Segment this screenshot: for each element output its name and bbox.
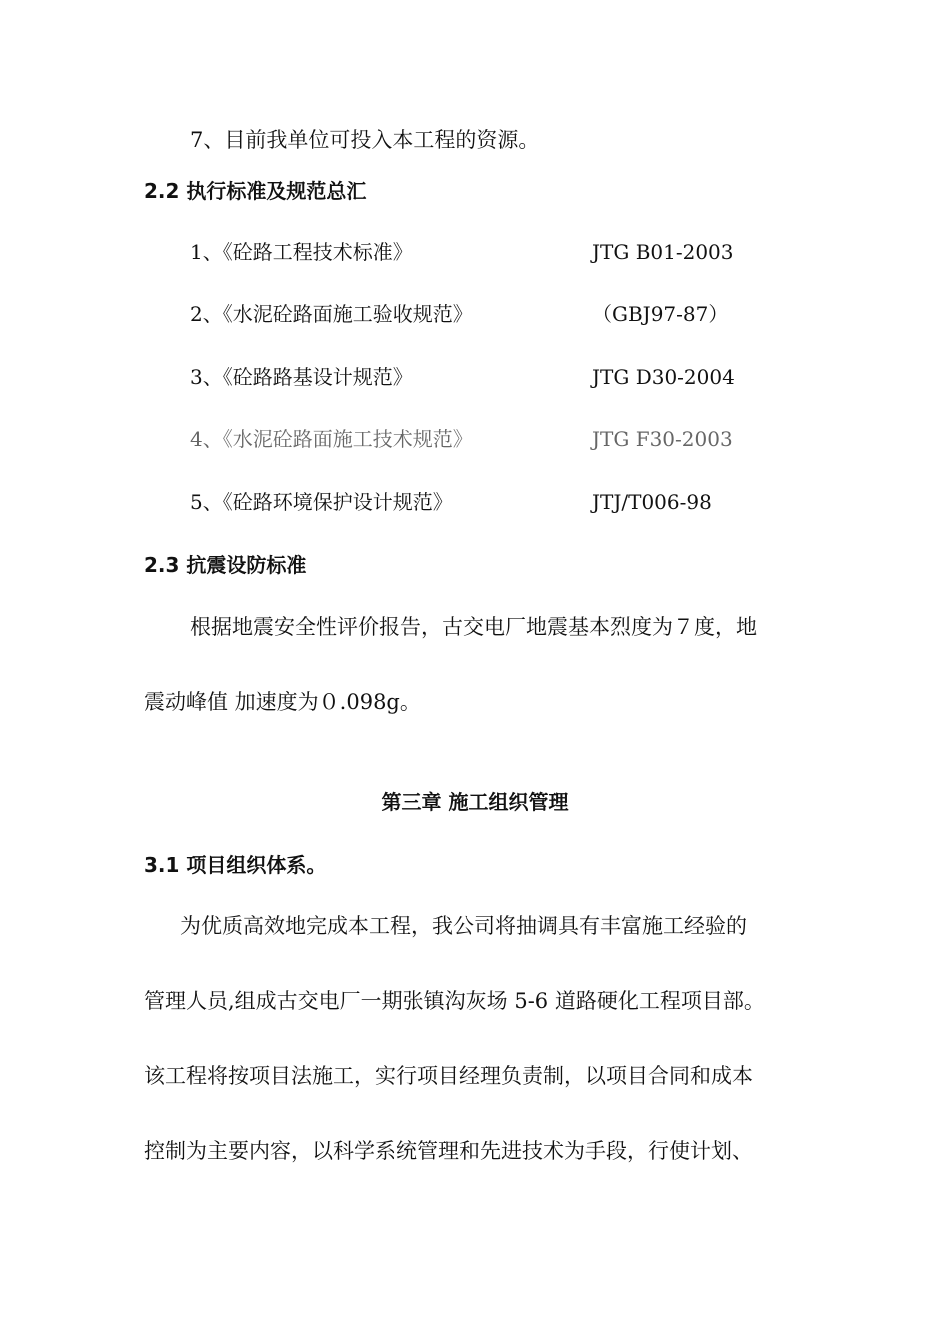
- standard-title: 5、《砼路环境保护设计规范》: [190, 490, 453, 514]
- section-2-2-heading: 2.2 执行标准及规范总汇: [144, 179, 367, 203]
- standard-row: [0, 425, 950, 453]
- standard-row: [0, 300, 950, 328]
- chapter-title: 第三章 施工组织管理: [381, 790, 569, 814]
- standard-code: JTG D30-2004: [592, 365, 735, 389]
- standard-code: JTG F30-2003: [592, 427, 733, 451]
- paragraph-line: 该工程将按项目法施工，实行项目经理负责制，以项目合同和成本: [144, 1064, 753, 1088]
- paragraph-line: 根据地震安全性评价报告，古交电厂地震基本烈度为７度，地: [190, 615, 757, 639]
- section-2-3-heading: 2.3 抗震设防标准: [144, 553, 307, 577]
- standard-title: 3、《砼路路基设计规范》: [190, 365, 413, 389]
- standard-title: 4、《水泥砼路面施工技术规范》: [190, 427, 473, 451]
- standard-code: （GBJ97-87）: [592, 302, 729, 326]
- intro-list-item: 7、目前我单位可投入本工程的资源。: [190, 128, 540, 152]
- standard-code: JTG B01-2003: [592, 240, 734, 264]
- section-3-1-heading: 3.1 项目组织体系。: [144, 853, 327, 877]
- standard-row: [0, 488, 950, 516]
- standard-code: JTJ/T006-98: [592, 490, 712, 514]
- standard-row: [0, 238, 950, 266]
- paragraph-line: 控制为主要内容，以科学系统管理和先进技术为手段，行使计划、: [144, 1139, 753, 1163]
- paragraph-line: 为优质高效地完成本工程，我公司将抽调具有丰富施工经验的: [180, 914, 747, 938]
- standard-row: [0, 363, 950, 391]
- paragraph-line: 震动峰值 加速度为０.098g。: [144, 690, 421, 714]
- standard-title: 2、《水泥砼路面施工验收规范》: [190, 302, 473, 326]
- paragraph-line: 管理人员,组成古交电厂一期张镇沟灰场 5-6 道路硬化工程项目部。: [144, 989, 765, 1013]
- standard-title: 1、《砼路工程技术标准》: [190, 240, 413, 264]
